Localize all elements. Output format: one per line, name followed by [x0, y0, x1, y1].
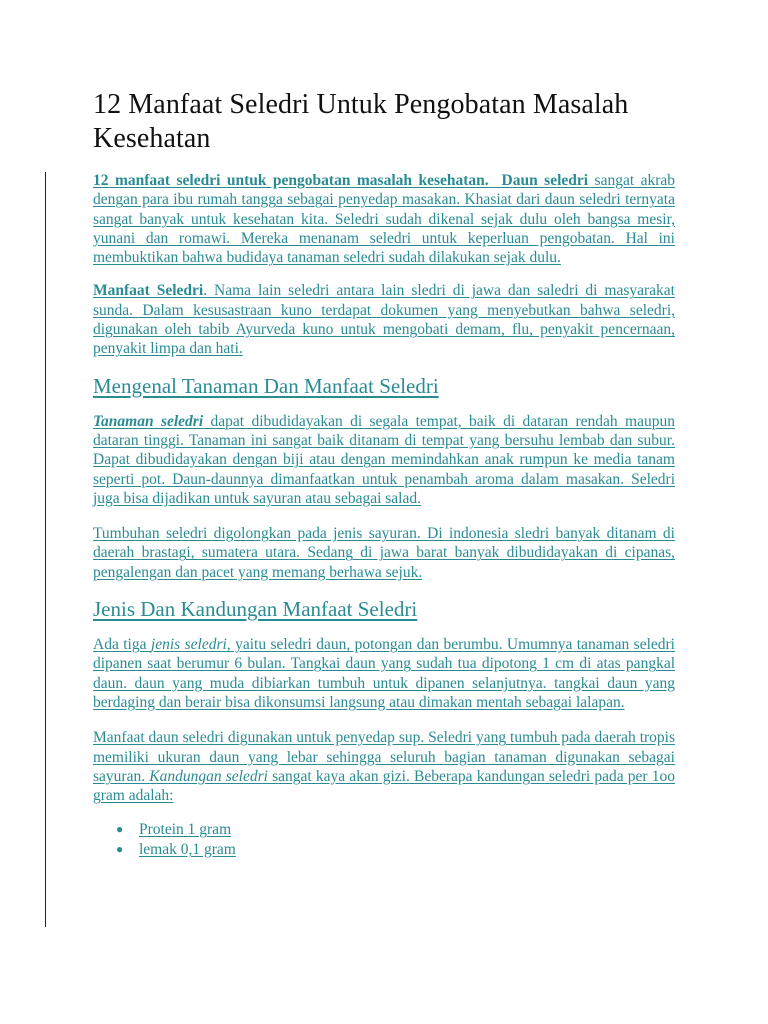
jenis-text: , yaitu seledri daun, potongan dan berumbu. Umumnya tanaman seledri dipanen saat berumur 6 bulan. Tangkai daun yang sudah tua dipotong 1 cm di atas pangkal daun. daun yang muda dibiarkan tumbuh untuk dipanen selanjutnya. tangkai daun yang berdaging dan berair bisa dikonsumsi langsung atau dimakan mentah sebagai lalapan.	[93, 636, 675, 711]
tanaman-text: dapat dibudidayakan di segala tempat, baik di dataran rendah maupun dataran tinggi. Tanaman ini sangat baik ditanam di tempat yang bersuhu lembab dan subur. Dapat dibudidayakan dengan biji atau dengan memindahkan anak rumpun ke media tanam seperti pot. Daun-daunnya dimanfaatkan untuk penambah aroma dalam masakan. Seledri juga bisa dijadikan untuk sayuran atau sebagai salad.	[93, 412, 675, 507]
kandungan-paragraph[interactable]	[93, 728, 675, 805]
manfaat-text: . Nama lain seledri antara lain sledri di jawa dan saledri di masyarakat sunda. Dalam kesusastraan kuno terdapat dokumen yang menyebutkan bahwa seledri, digunakan oleh tabib Ayurveda kuno untuk mengobati demam, flu, penyakit pencernaan, penyakit limpa dan hati.	[93, 282, 675, 358]
bullet-dot-icon: ●	[116, 841, 124, 856]
page-title: 12 Manfaat Seledri Untuk Pengobatan Masalah Kesehatan	[93, 89, 629, 154]
manfaat-bold: Manfaat Seledri	[93, 282, 204, 300]
jenis-paragraph[interactable]	[93, 635, 675, 712]
kandungan-text: sangat kaya akan gizi. Beberapa kandungan seledri pada per 1oo gram adalah:	[93, 767, 675, 805]
section-heading-jenis[interactable]: Jenis Dan Kandungan Manfaat Seledri	[93, 597, 418, 622]
intro-bold-keyword: Daun seledri	[501, 172, 589, 189]
tumbuhan-paragraph[interactable]: Tumbuhan seledri digolongkan pada jenis sayuran. Di indonesia sledri banyak ditanam di daerah brastagi, sumatera utara. Sedang di jawa barat banyak dibudidayakan di cipanas, pengalengan dan pacet yang memang berhawa sejuk.	[93, 525, 675, 581]
nutrient-list	[116, 820, 675, 859]
jenis-emphasis: jenis seledri	[150, 636, 227, 654]
kandungan-pre: Manfaat daun seledri digunakan untuk penyedap sup. Seledri yang tumbuh pada daerah tropis memiliki ukuran daun yang lebar sehingga seluruh bagian tanaman digunakan sebagai sayuran.	[93, 729, 675, 785]
intro-bold-lead: 12 manfaat seledri untuk pengobatan masalah kesehatan.	[93, 172, 489, 189]
tanaman-emphasis: Tanaman seledri	[93, 412, 204, 430]
left-margin-line	[45, 172, 46, 927]
document-page	[93, 88, 675, 859]
manfaat-paragraph[interactable]	[93, 281, 675, 358]
jenis-pre: Ada tiga	[93, 636, 151, 654]
list-item[interactable]: ● lemak 0,1 gram	[116, 840, 236, 858]
kandungan-emphasis: Kandungan seledri	[149, 767, 268, 785]
intro-paragraph[interactable]	[93, 171, 675, 267]
list-item[interactable]: ● Protein 1 gram	[116, 821, 232, 839]
tanaman-paragraph[interactable]	[93, 412, 675, 508]
bullet-dot-icon: ●	[116, 822, 124, 837]
section-heading-mengenal[interactable]: Mengenal Tanaman Dan Manfaat Seledri	[93, 373, 439, 398]
intro-text: sangat akrab dengan para ibu rumah tangga sebagai penyedap masakan. Khasiat dari daun seledri ternyata sangat banyak untuk kesehatan kita. Seledri sudah dikenal sejak dulu oleh bangsa mesir, yunani dan romawi. Mereka menanam seledri untuk keperluan pengobatan. Hal ini membuktikan bahwa budidaya tanaman seledri sudah dilakukan sejak dulu.	[93, 172, 676, 267]
